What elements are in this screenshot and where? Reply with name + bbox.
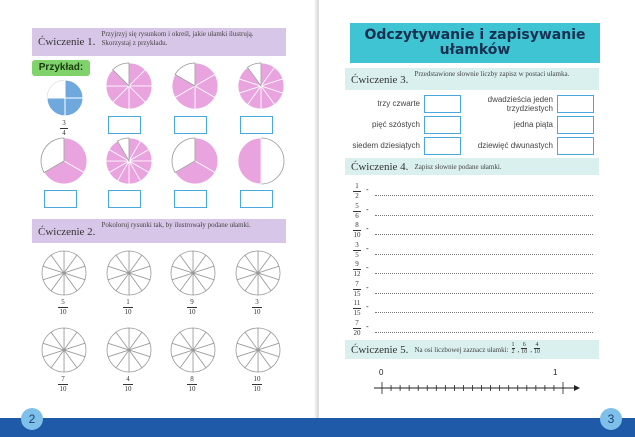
fraction-den: 15: [353, 289, 361, 298]
fraction-den: 10: [124, 308, 132, 316]
dash: -: [366, 282, 369, 292]
word-left-3: siedem dziesiątych: [352, 141, 420, 150]
fraction-num: 7: [355, 318, 359, 327]
pie-slice: [261, 138, 284, 184]
ex3-box-left-2[interactable]: [424, 116, 461, 134]
fraction-num: 5: [355, 201, 359, 210]
exercise-3-bar: [345, 68, 599, 90]
fraction-den: 10: [253, 385, 261, 393]
dash: -: [366, 321, 369, 331]
wheel-fraction: [121, 376, 135, 393]
fraction-den: 12: [353, 270, 361, 278]
color-wheel-8[interactable]: [235, 327, 281, 373]
wheel-fraction: [56, 376, 70, 393]
ex4-fraction: [351, 203, 363, 220]
fraction-num: 9: [190, 298, 194, 306]
comma: ,: [530, 346, 533, 354]
answer-box-7[interactable]: [240, 190, 273, 208]
fraction-den: 6: [355, 211, 359, 220]
answer-box-2[interactable]: [174, 116, 207, 134]
exercise-5-bar: [345, 340, 599, 359]
fraction-num: 3: [255, 298, 259, 306]
number-line[interactable]: [372, 378, 582, 398]
example-tag: Przykład:: [32, 60, 90, 76]
exercise-1-label: Ćwiczenie 1.: [38, 36, 96, 48]
fraction-num: 6: [522, 342, 526, 348]
fraction-num: 5: [61, 298, 65, 306]
exercise-1-bar: [32, 28, 286, 56]
writing-line[interactable]: [375, 293, 593, 294]
fraction-num: 4: [126, 375, 130, 383]
ex4-fraction: [351, 222, 363, 239]
ex3-box-right-3[interactable]: [557, 137, 594, 155]
ex4-fraction: [351, 261, 363, 278]
exercise-2-instruction: Pokoloruj rysunki tak, by ilustrowały podane ułamki.: [101, 221, 251, 229]
example-pie: [46, 79, 84, 117]
dash: -: [366, 302, 369, 311]
writing-line[interactable]: [375, 234, 593, 235]
ex3-box-left-1[interactable]: [424, 95, 461, 113]
page-title: Odczytywanie i zapisywanie ułamków: [350, 23, 600, 63]
fraction-den: 5: [355, 250, 359, 259]
example-fraction-den: 4: [62, 129, 66, 137]
axis-start-label: 0: [379, 368, 384, 377]
answer-box-3[interactable]: [240, 116, 273, 134]
exercise-4-label: Ćwiczenie 4.: [351, 161, 409, 173]
fraction-den: 10: [59, 385, 67, 393]
fraction-den: 10: [124, 385, 132, 393]
dash: -: [366, 243, 369, 253]
word-right-3: dziewięć dwunastych: [477, 141, 553, 150]
fraction-pie-1: [105, 62, 153, 110]
dash: -: [366, 263, 369, 272]
fraction-num: 4: [535, 342, 539, 348]
color-wheel-2[interactable]: [106, 250, 152, 296]
fraction-den: 10: [353, 231, 361, 239]
ex5-fraction: [512, 342, 515, 355]
wheel-fraction: [185, 376, 199, 393]
example-fraction: [58, 120, 70, 137]
wheel-fraction: [250, 299, 264, 316]
example-fraction-num: 3: [62, 119, 66, 127]
fraction-num: 11: [353, 299, 361, 307]
fraction-den: 10: [59, 308, 67, 316]
ex3-box-right-1[interactable]: [557, 95, 594, 113]
page-number-right: 3: [600, 408, 622, 430]
exercise-1-instruction: Przyjrzyj się rysunkom i określ, jakie ułamki ilustrują. Skorzystaj z przykładu.: [101, 30, 254, 47]
word-left-1: trzy czwarte: [377, 99, 420, 108]
ex5-fraction: [534, 342, 540, 355]
exercise-4-bar: [345, 158, 599, 175]
fraction-den: 10: [188, 308, 196, 316]
writing-line[interactable]: [375, 312, 593, 313]
comma: ,: [517, 346, 520, 354]
fraction-num: 1: [355, 182, 359, 190]
page-number-left: 2: [21, 408, 43, 430]
fraction-num: 1: [126, 298, 130, 306]
word-left-2: pięć szóstych: [371, 120, 420, 129]
color-wheel-6[interactable]: [106, 327, 152, 373]
fraction-num: 7: [61, 375, 65, 383]
dash: -: [366, 204, 369, 214]
color-wheel-5[interactable]: [41, 327, 87, 373]
color-wheel-7[interactable]: [170, 327, 216, 373]
footer-band: [0, 418, 635, 437]
writing-line[interactable]: [375, 215, 593, 216]
fraction-num: 9: [355, 260, 359, 268]
answer-box-5[interactable]: [108, 190, 141, 208]
fraction-pie-4: [40, 137, 88, 185]
ex4-fraction: [351, 242, 363, 259]
writing-line[interactable]: [375, 254, 593, 255]
wheel-fraction: [185, 299, 199, 316]
axis-end-label: 1: [553, 368, 558, 377]
exercise-2-bar: [32, 219, 286, 243]
ex5-fraction: [521, 342, 527, 355]
writing-line[interactable]: [375, 195, 593, 196]
exercise-2-label: Ćwiczenie 2.: [38, 226, 96, 238]
fraction-pie-6: [171, 137, 219, 185]
wheel-fraction: [250, 376, 264, 393]
color-wheel-3[interactable]: [170, 250, 216, 296]
answer-box-4[interactable]: [44, 190, 77, 208]
fraction-den: 2: [511, 349, 515, 355]
ex4-fraction: [351, 300, 363, 317]
exercise-5-fractions: [512, 342, 544, 355]
ex4-fraction: [351, 281, 363, 298]
fraction-num: 8: [355, 221, 359, 229]
exercise-5-instruction: Na osi liczbowej zaznacz ułamki:: [414, 346, 509, 354]
word-right-1: dwadzieścia jeden trzydziestych: [487, 95, 553, 113]
writing-line[interactable]: [375, 273, 593, 274]
fraction-num: 3: [355, 240, 359, 249]
fraction-den: 10: [534, 349, 541, 355]
answer-box-6[interactable]: [174, 190, 207, 208]
fraction-den: 20: [353, 328, 361, 337]
fraction-den: 10: [521, 349, 528, 355]
pie-slice: [238, 138, 261, 184]
fraction-num: 8: [190, 375, 194, 383]
color-wheel-1[interactable]: [41, 250, 87, 296]
dash: -: [366, 224, 369, 233]
ex4-fraction: [351, 183, 363, 200]
color-wheel-4[interactable]: [235, 250, 281, 296]
ex3-box-right-2[interactable]: [557, 116, 594, 134]
exercise-5-label: Ćwiczenie 5.: [351, 344, 409, 356]
exercise-3-instruction: Przedstawione słownie liczby zapisz w postaci ułamka.: [414, 70, 570, 78]
fraction-den: 2: [355, 192, 359, 200]
exercise-4-instruction: Zapisz słownie podane ułamki.: [414, 163, 502, 171]
writing-line[interactable]: [375, 332, 593, 333]
fraction-pie-3: [237, 62, 285, 110]
fraction-den: 15: [353, 309, 361, 317]
fraction-pie-2: [171, 62, 219, 110]
answer-box-1[interactable]: [108, 116, 141, 134]
fraction-pie-7: [237, 137, 285, 185]
exercise-3-label: Ćwiczenie 3.: [351, 74, 409, 86]
fraction-num: 1: [511, 342, 515, 348]
ex4-fraction: [351, 320, 363, 337]
fraction-num: 10: [253, 375, 261, 383]
wheel-fraction: [121, 299, 135, 316]
fraction-pie-5: [105, 137, 153, 185]
fraction-den: 10: [188, 385, 196, 393]
dash: -: [366, 185, 369, 194]
word-right-2: jedna piąta: [513, 120, 553, 129]
wheel-fraction: [56, 299, 70, 316]
fraction-den: 10: [253, 308, 261, 316]
ex3-box-left-3[interactable]: [424, 137, 461, 155]
fraction-num: 7: [355, 279, 359, 288]
